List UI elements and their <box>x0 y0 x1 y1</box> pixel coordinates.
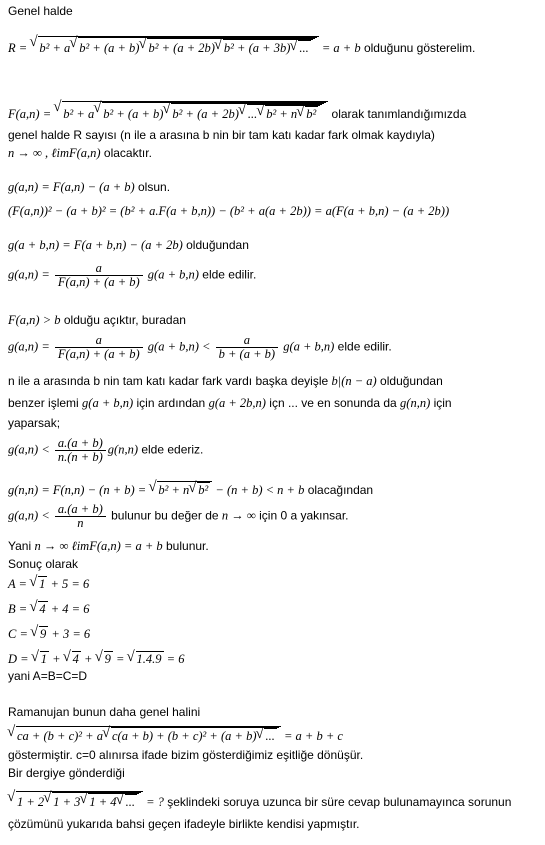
statement-text: benzer işlemi <box>8 396 83 410</box>
term: + 5 = 6 <box>47 577 90 591</box>
sqrt-4 <box>223 39 313 55</box>
sqrt-3 <box>264 728 276 743</box>
f-bound: F(a,n) > b <box>8 313 61 327</box>
statement-text: olduğundan <box>182 238 249 252</box>
g-rhs: g(a + b,n) <box>144 267 199 282</box>
g-nn-line <box>8 481 373 497</box>
divisibility-expr: b|(n − a) <box>331 374 377 388</box>
term: ... <box>125 795 135 809</box>
example-a <box>8 576 89 591</box>
formula-r-rhs: = a + b <box>318 41 361 55</box>
g-bound-line <box>8 437 203 464</box>
math-expr: n → ∞ ℓimF(a,n) = a + b <box>34 539 163 553</box>
statement-text: içn ... ve en sonunda da <box>265 396 401 410</box>
sqrt-6 <box>305 106 318 121</box>
statement-text: için ardından <box>133 396 209 410</box>
sqrt-2 <box>197 482 210 497</box>
conclusion-heading: Sonuç olarak <box>8 557 79 571</box>
sqrt-3 <box>147 38 314 55</box>
g-limit-line <box>8 503 349 530</box>
fraction <box>55 334 143 361</box>
intro-line: Genel halde <box>8 4 73 18</box>
equality-summary: yani A=B=C=D <box>8 669 88 683</box>
statement-text: olduğunu gösterelim. <box>360 41 476 55</box>
term: b² + a <box>39 41 71 55</box>
term: ... <box>247 107 258 121</box>
journal-problem <box>8 791 511 809</box>
numerator: a.(a + b) <box>55 437 106 451</box>
term: 4 <box>72 652 79 666</box>
g-recursion-line <box>8 262 256 289</box>
g-rhs: g(a + b,n) <box>280 339 335 354</box>
term: = a + b + c <box>280 729 343 743</box>
sqrt-5 <box>265 105 320 121</box>
statement-text: olsun. <box>134 180 171 194</box>
square-identity: (F(a,n))² − (a + b)² = (b² + a.F(a + b,n)) − (b² + a(a + 2b)) = a(F(a + b,n) − (a + 2b)) <box>8 204 450 218</box>
numerator: a <box>216 334 278 348</box>
g-shift-line <box>8 238 249 252</box>
sqrt-outer <box>16 791 143 809</box>
statement-text: olarak tanımlandığımızda <box>328 107 467 121</box>
repeat-line <box>8 396 452 410</box>
denominator: F(a,n) + (a + b) <box>57 275 140 289</box>
formula-r <box>8 36 475 55</box>
statement-text: n ile a arasında b nin tam katı kadar fark vardı başka deyişle <box>8 374 332 388</box>
term: b² + (a + 2b) <box>172 107 239 121</box>
formula-f-lhs: F(a,n) = <box>8 107 55 121</box>
math-expr: n → ∞ <box>221 508 256 523</box>
statement-text: bulunur bu değer de <box>107 508 222 523</box>
formula-r-lhs: R = <box>8 41 31 55</box>
numerator: a <box>55 262 143 276</box>
statement-text: için 0 a yakınsar. <box>255 508 349 523</box>
sqrt-outer <box>157 481 212 497</box>
sqrt <box>40 651 49 666</box>
term: 1 <box>39 577 46 591</box>
g-nn-rhs: − (n + b) < n + b <box>212 483 305 497</box>
term: + 4 = 6 <box>47 602 90 616</box>
term: b² <box>198 483 209 497</box>
g-shift: g(a + b,n) = F(a + b,n) − (a + 2b) <box>8 238 183 252</box>
example-b <box>8 601 89 616</box>
denominator: b + (a + b) <box>218 347 276 361</box>
fraction <box>55 437 106 464</box>
f-bound-line <box>8 313 186 327</box>
formula-f <box>8 101 466 121</box>
math-expr: g(a + b,n) <box>82 396 134 410</box>
term: ... <box>299 41 309 55</box>
sqrt-3 <box>171 103 324 121</box>
g-def-line <box>8 180 170 194</box>
denominator: n <box>77 516 84 530</box>
term: b² + (a + 3b) <box>223 41 291 55</box>
sqrt-outer <box>38 36 318 55</box>
fraction <box>216 334 278 361</box>
term: b² + (a + b) <box>79 41 140 55</box>
sqrt-4 <box>247 104 322 121</box>
sqrt-outer <box>16 726 281 743</box>
numerator: a <box>55 334 143 348</box>
g-inequality-line <box>8 334 392 361</box>
term: = 6 <box>163 652 185 666</box>
term: C = <box>8 627 32 641</box>
term: 4 <box>39 602 46 616</box>
statement-text: Yani <box>8 539 35 553</box>
statement-text: elde ederiz. <box>137 442 204 457</box>
term: 1 + 2 <box>17 795 45 809</box>
statement-text: elde edilir. <box>334 339 392 354</box>
term: b² + a <box>63 107 95 121</box>
statement-text: elde edilir. <box>198 267 257 282</box>
sqrt <box>38 601 47 616</box>
limit-expr: n → ∞ , ℓimF(a,n) <box>8 146 101 160</box>
g-lhs: g(a,n) < <box>8 442 53 457</box>
example-d <box>8 651 184 666</box>
g-def: g(a,n) = F(a,n) − (a + b) <box>8 180 135 194</box>
term: B = <box>8 602 31 616</box>
term: A = <box>8 577 31 591</box>
term: b² + (a + 2b) <box>148 41 215 55</box>
statement-text: şeklindeki soruya uzunca bir süre cevap bulunamayınca sorunun <box>163 795 512 809</box>
term: + <box>48 652 64 666</box>
text-line: genel halde R sayısı (n ile a arasına b nin bir tam katı kadar fark olmak kaydıyla) <box>8 128 435 142</box>
ramanujan-intro: Ramanujan bunun daha genel halini <box>8 705 201 719</box>
term: b² + (a + b) <box>103 107 164 121</box>
sqrt <box>39 626 48 641</box>
g-nn-lhs: g(n,n) = F(n,n) − (n + b) = <box>8 483 150 497</box>
sqrt <box>136 651 164 666</box>
g-rhs: g(n,n) <box>107 442 138 457</box>
text-line: göstermiştir. c=0 alınırsa ifade bizim gösterdiğimiz eşitliğe dönüşür. <box>8 748 364 762</box>
text-line: yaparsak; <box>8 416 61 430</box>
term: = ? <box>142 795 164 809</box>
term: ... <box>265 729 275 743</box>
result-line <box>8 539 209 553</box>
statement-text: olduğu açıktır, buradan <box>60 313 186 327</box>
term: 1 + 3 <box>53 795 81 809</box>
sqrt-2 <box>111 727 279 743</box>
sqrt-2 <box>52 792 141 809</box>
term: b² <box>306 107 317 121</box>
statement-text: olduğundan <box>376 374 443 388</box>
sqrt <box>38 576 47 591</box>
term: = <box>112 652 128 666</box>
sqrt-3 <box>88 793 139 809</box>
math-expr: g(n,n) <box>400 396 431 410</box>
term: ca + (b + c)² + a <box>17 729 103 743</box>
statement-text: olacağından <box>304 483 374 497</box>
g-lhs: g(a,n) = <box>8 267 53 282</box>
sqrt <box>104 651 113 666</box>
term: b² + n <box>158 483 190 497</box>
term: D = <box>8 652 32 666</box>
statement-text: bulunur. <box>162 539 209 553</box>
math-expr: g(a + 2b,n) <box>208 396 266 410</box>
ramanujan-formula <box>8 726 343 743</box>
term: + 3 = 6 <box>48 627 91 641</box>
denominator: F(a,n) + (a + b) <box>57 347 140 361</box>
sqrt-4 <box>125 794 137 809</box>
term: b² + n <box>266 107 298 121</box>
term: c(a + b) + (b + c)² + (a + b) <box>111 729 257 743</box>
g-lhs: g(a,n) < <box>8 508 53 523</box>
fraction <box>55 262 143 289</box>
numerator: a.(a + b) <box>55 503 106 517</box>
denominator: n.(n + b) <box>57 450 103 464</box>
example-c <box>8 626 90 641</box>
term: 1 <box>40 652 47 666</box>
sqrt-2 <box>78 37 316 55</box>
divisibility-line <box>8 374 443 388</box>
term: 1 + 4 <box>89 795 117 809</box>
text-line: çözümünü yukarıda bahsi geçen ifadeyle birlikte kendisi yapmıştır. <box>8 817 360 831</box>
sqrt-outer <box>62 101 328 121</box>
statement-text: olacaktır. <box>100 146 152 160</box>
limit-line <box>8 146 152 160</box>
sqrt-2 <box>102 102 326 121</box>
term: 9 <box>40 627 47 641</box>
sqrt-5 <box>298 40 310 55</box>
statement-text: için <box>430 396 452 410</box>
sqrt <box>72 651 81 666</box>
g-lhs: g(a,n) = <box>8 339 53 354</box>
g-mid: g(a + b,n) < <box>144 339 214 354</box>
fraction <box>55 503 106 530</box>
term: + <box>80 652 96 666</box>
text-line: Bir dergiye gönderdiği <box>8 766 125 780</box>
term: 1.4.9 <box>136 652 162 666</box>
term: 9 <box>104 652 111 666</box>
